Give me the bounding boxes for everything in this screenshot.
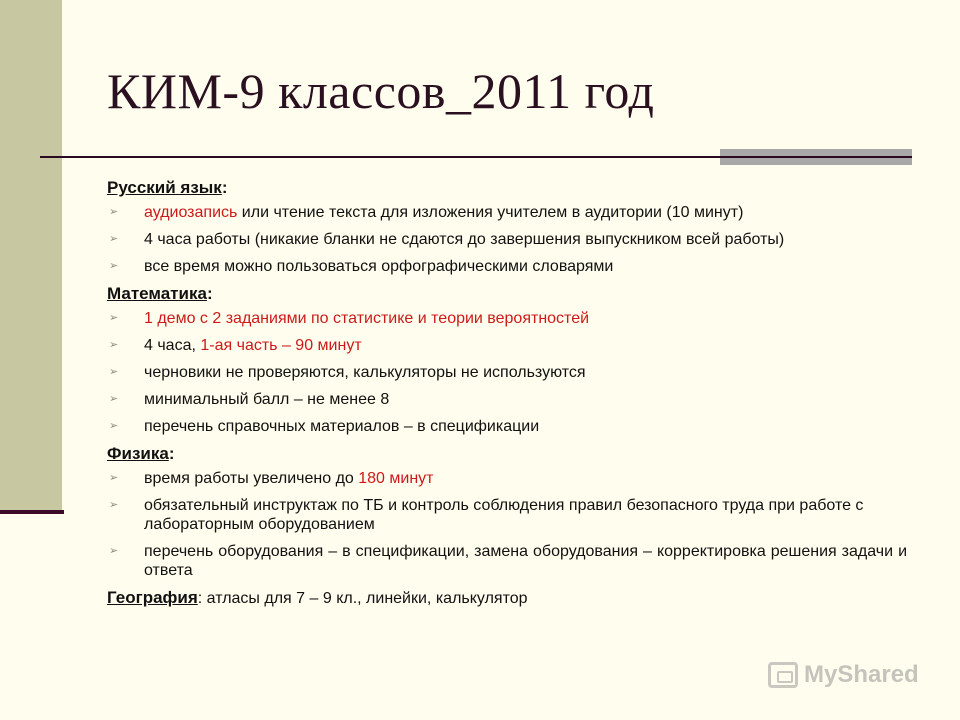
bullet-arrow-icon: ➢ [109,472,119,484]
list-item: ➢ 4 часа работы (никакие бланки не сдаются до завершения выпускником всей работы) [109,231,785,248]
slide-content [107,178,907,608]
bullet-arrow-icon: ➢ [109,339,119,351]
section-physics [107,444,907,580]
bullet-arrow-icon: ➢ [109,499,119,511]
bullet-arrow-icon: ➢ [109,366,119,378]
section-geography: География: атласы для 7 – 9 кл., линейки, калькулятор [107,588,528,607]
list-item: ➢ аудиозапись или чтение текста для изложения учителем в аудитории (10 минут) [109,204,744,221]
section-heading: Русский язык: [107,178,228,197]
list-item: ➢ минимальный балл – не менее 8 [109,391,390,408]
list-item: ➢ черновики не проверяются, калькуляторы не используются [109,364,586,381]
bullet-arrow-icon: ➢ [109,545,119,557]
list-item: ➢ 4 часа, 1-ая часть – 90 минут [109,337,362,354]
myshared-logo-icon [768,662,798,688]
section-heading: Математика: [107,284,213,303]
bullet-arrow-icon: ➢ [109,233,119,245]
list-item: ➢ обязательный инструктаж по ТБ и контроль соблюдения правил безопасного труда при работе с лабораторным оборудованием [109,497,864,533]
section-math [107,284,907,436]
list-item: ➢ 1 демо с 2 заданиями по статистике и теории вероятностей [109,310,590,327]
list-item: ➢ время работы увеличено до 180 минут [109,470,434,487]
section-russian [107,178,907,276]
bullet-arrow-icon: ➢ [109,420,119,432]
list-item: ➢ перечень оборудования – в спецификации, замена оборудования – корректировка решения задачи и ответа [109,543,907,579]
bullet-arrow-icon: ➢ [109,260,119,272]
left-decor-line [0,510,64,514]
title-rule [40,156,912,158]
slide-title: КИМ-9 классов_2011 год [107,63,655,119]
bullet-arrow-icon: ➢ [109,312,119,324]
list-item: ➢ все время можно пользоваться орфографическими словарями [109,258,614,275]
watermark [768,658,928,692]
section-heading: Физика: [107,444,175,463]
list-item: ➢ перечень справочных материалов – в спецификации [109,418,540,435]
left-decor-bar [0,0,62,512]
watermark-text: MyShared [804,661,919,688]
bullet-arrow-icon: ➢ [109,393,119,405]
bullet-arrow-icon: ➢ [109,206,119,218]
